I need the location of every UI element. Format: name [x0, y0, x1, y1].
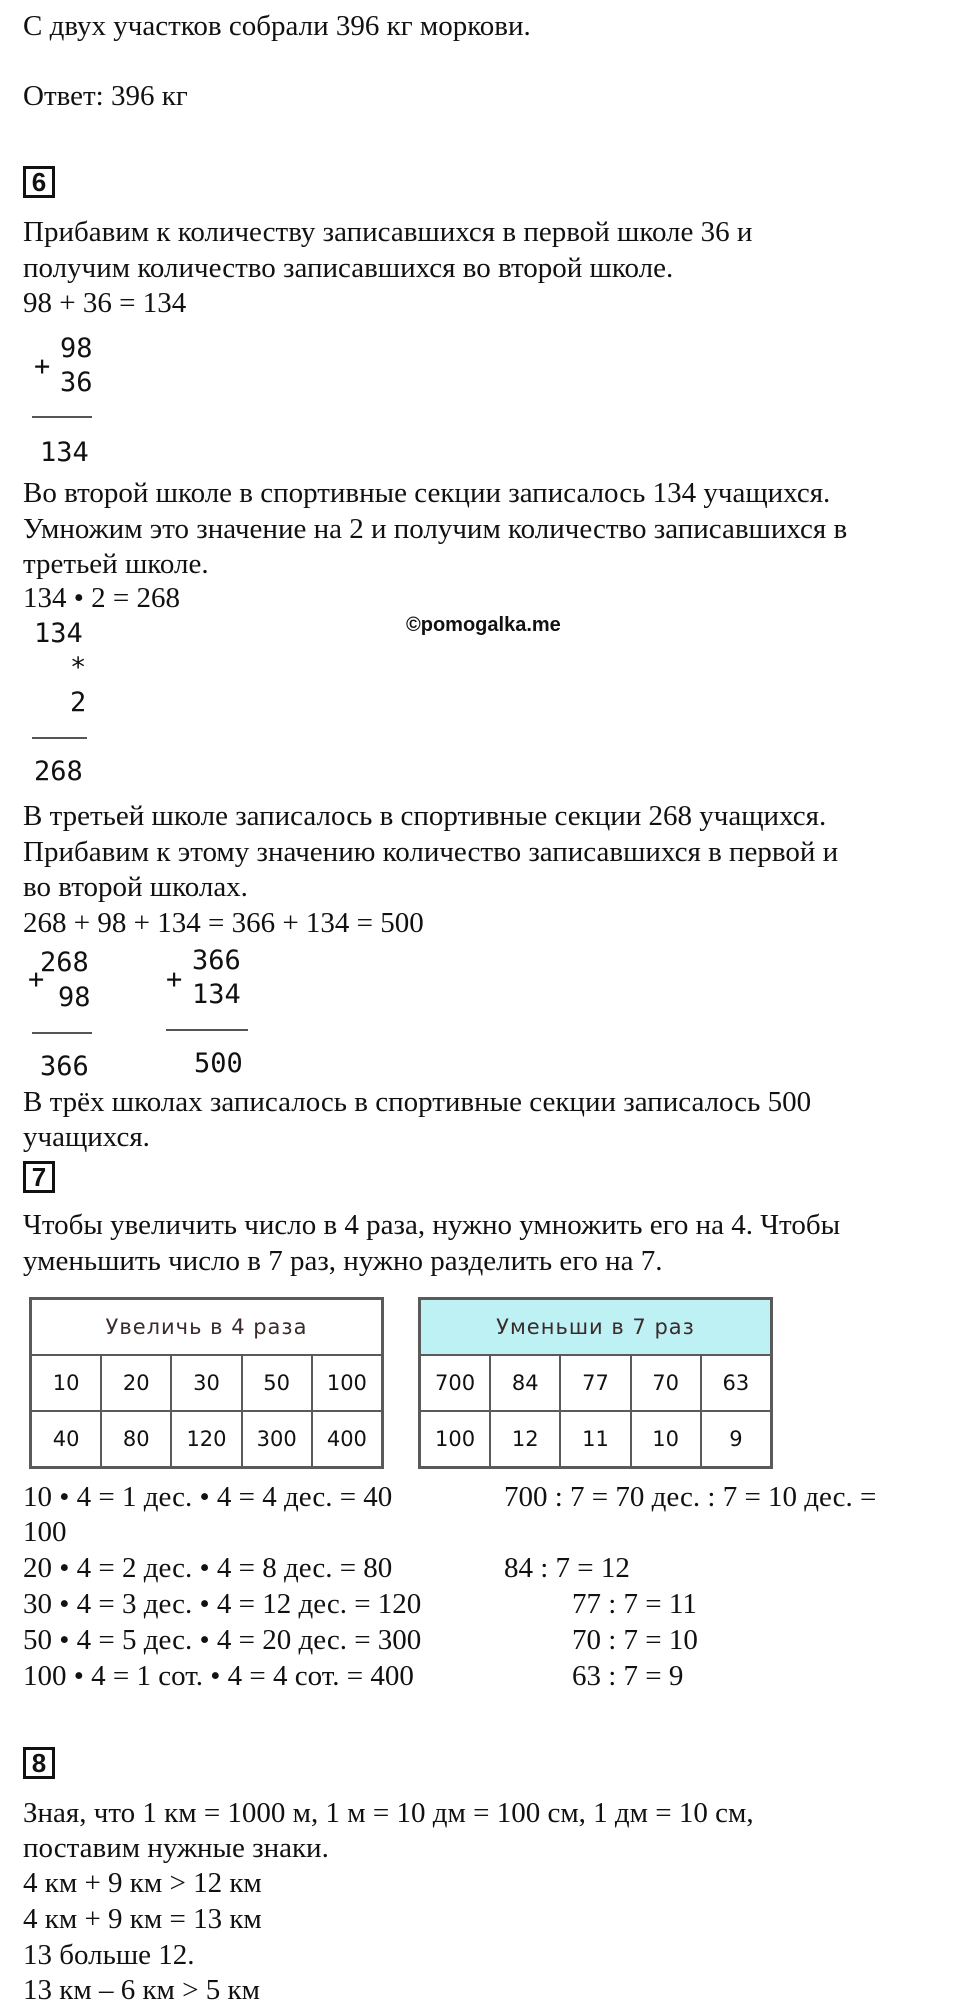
table-cell: 100: [312, 1355, 383, 1411]
equation-line: 4 км + 9 км = 13 км: [23, 1903, 262, 1935]
column-result: 500: [194, 1048, 243, 1079]
equation-line: 98 + 36 = 134: [23, 287, 187, 319]
table-cell: 30: [171, 1355, 241, 1411]
table-cell: 100: [420, 1411, 491, 1468]
table-increase: [29, 1297, 384, 1469]
table-cell: 80: [101, 1411, 171, 1468]
table-cell: 63: [701, 1355, 772, 1411]
watermark: ©pomogalka.me: [406, 614, 561, 636]
text-line: Во второй школе в спортивные секции записалось 134 учащихся.: [23, 477, 831, 509]
text-line: С двух участков собрали 396 кг моркови.: [23, 10, 531, 42]
column-rule: [32, 1032, 92, 1034]
text-line: Умножим это значение на 2 и получим количество записавшихся в: [23, 513, 848, 545]
table-cell: 50: [242, 1355, 312, 1411]
equation-line: 4 км + 9 км > 12 км: [23, 1867, 262, 1899]
text-line: уменьшить число в 7 раз, нужно разделить его на 7.: [23, 1245, 663, 1277]
calc-line: 100 • 4 = 1 сот. • 4 = 4 сот. = 400: [23, 1660, 414, 1692]
column-rule: [32, 737, 87, 739]
text-line: Прибавим к этому значению количество записавшихся в первой и: [23, 836, 839, 868]
column-result: 366: [40, 1051, 89, 1082]
text-line: поставим нужные знаки.: [23, 1832, 329, 1864]
column-result: 268: [34, 756, 83, 787]
calc-line: 30 • 4 = 3 дес. • 4 = 12 дес. = 120: [23, 1588, 422, 1620]
text-line: Прибавим к количеству записавшихся в первой школе 36 и: [23, 216, 753, 248]
equation-line: 134 • 2 = 268: [23, 582, 181, 614]
text-line: учащихся.: [23, 1121, 150, 1153]
plus-sign: +: [28, 964, 45, 995]
table-cell: 84: [490, 1355, 560, 1411]
table-cell: 700: [420, 1355, 491, 1411]
calc-line: 700 : 7 = 70 дес. : 7 = 10 дес. =: [504, 1481, 877, 1513]
column-operand: 268: [40, 947, 89, 978]
calc-line: 63 : 7 = 9: [572, 1660, 684, 1692]
calc-line: 70 : 7 = 10: [572, 1624, 698, 1656]
equation-line: 268 + 98 + 134 = 366 + 134 = 500: [23, 907, 424, 939]
column-operand: 134: [34, 618, 83, 649]
table-cell: 40: [31, 1411, 102, 1468]
column-operand: 134: [192, 979, 241, 1010]
calc-line: 10 • 4 = 1 дес. • 4 = 4 дес. = 40: [23, 1481, 393, 1513]
calc-line: 100: [23, 1516, 67, 1548]
column-operand: 2: [70, 687, 87, 718]
table-cell: 300: [242, 1411, 312, 1468]
text-line: В трёх школах записалось в спортивные секции записалось 500: [23, 1086, 812, 1118]
table-cell: 9: [701, 1411, 772, 1468]
table-cell: 120: [171, 1411, 241, 1468]
calc-line: 84 : 7 = 12: [504, 1552, 630, 1584]
text-line: во второй школах.: [23, 871, 248, 903]
task-number-7: 7: [23, 1161, 55, 1193]
plus-sign: +: [166, 964, 183, 995]
calc-line: 77 : 7 = 11: [572, 1588, 697, 1620]
text-line: В третьей школе записалось в спортивные секции 268 учащихся.: [23, 800, 827, 832]
column-rule: [166, 1029, 248, 1031]
text-line: третьей школе.: [23, 548, 209, 580]
table-cell: 70: [631, 1355, 701, 1411]
table-cell: 12: [490, 1411, 560, 1468]
plus-sign: +: [34, 351, 51, 382]
answer-line: Ответ: 396 кг: [23, 80, 188, 112]
calc-line: 50 • 4 = 5 дес. • 4 = 20 дес. = 300: [23, 1624, 422, 1656]
table-cell: 10: [631, 1411, 701, 1468]
task-number-6: 6: [23, 166, 55, 198]
text-line: получим количество записавшихся во второй школе.: [23, 252, 674, 284]
column-operand: 98: [58, 982, 91, 1013]
table-cell: 20: [101, 1355, 171, 1411]
text-line: Чтобы увеличить число в 4 раза, нужно умножить его на 4. Чтобы: [23, 1209, 841, 1241]
table-header: Увеличь в 4 раза: [31, 1299, 383, 1356]
column-rule: [32, 416, 92, 418]
table-decrease: [418, 1297, 773, 1469]
text-line: 13 больше 12.: [23, 1939, 195, 1971]
table-cell: 10: [31, 1355, 102, 1411]
table-header: Уменьши в 7 раз: [420, 1299, 772, 1356]
table-cell: 11: [560, 1411, 630, 1468]
equation-line: 13 км – 6 км > 5 км: [23, 1974, 260, 2006]
multiply-sign: *: [70, 652, 87, 683]
table-cell: 400: [312, 1411, 383, 1468]
column-result: 134: [40, 437, 89, 468]
text-line: Зная, что 1 км = 1000 м, 1 м = 10 дм = 100 см, 1 дм = 10 см,: [23, 1797, 754, 1829]
column-operand: 98: [60, 333, 93, 364]
table-cell: 77: [560, 1355, 630, 1411]
column-operand: 366: [192, 945, 241, 976]
task-number-8: 8: [23, 1747, 55, 1779]
calc-line: 20 • 4 = 2 дес. • 4 = 8 дес. = 80: [23, 1552, 393, 1584]
column-operand: 36: [60, 367, 93, 398]
